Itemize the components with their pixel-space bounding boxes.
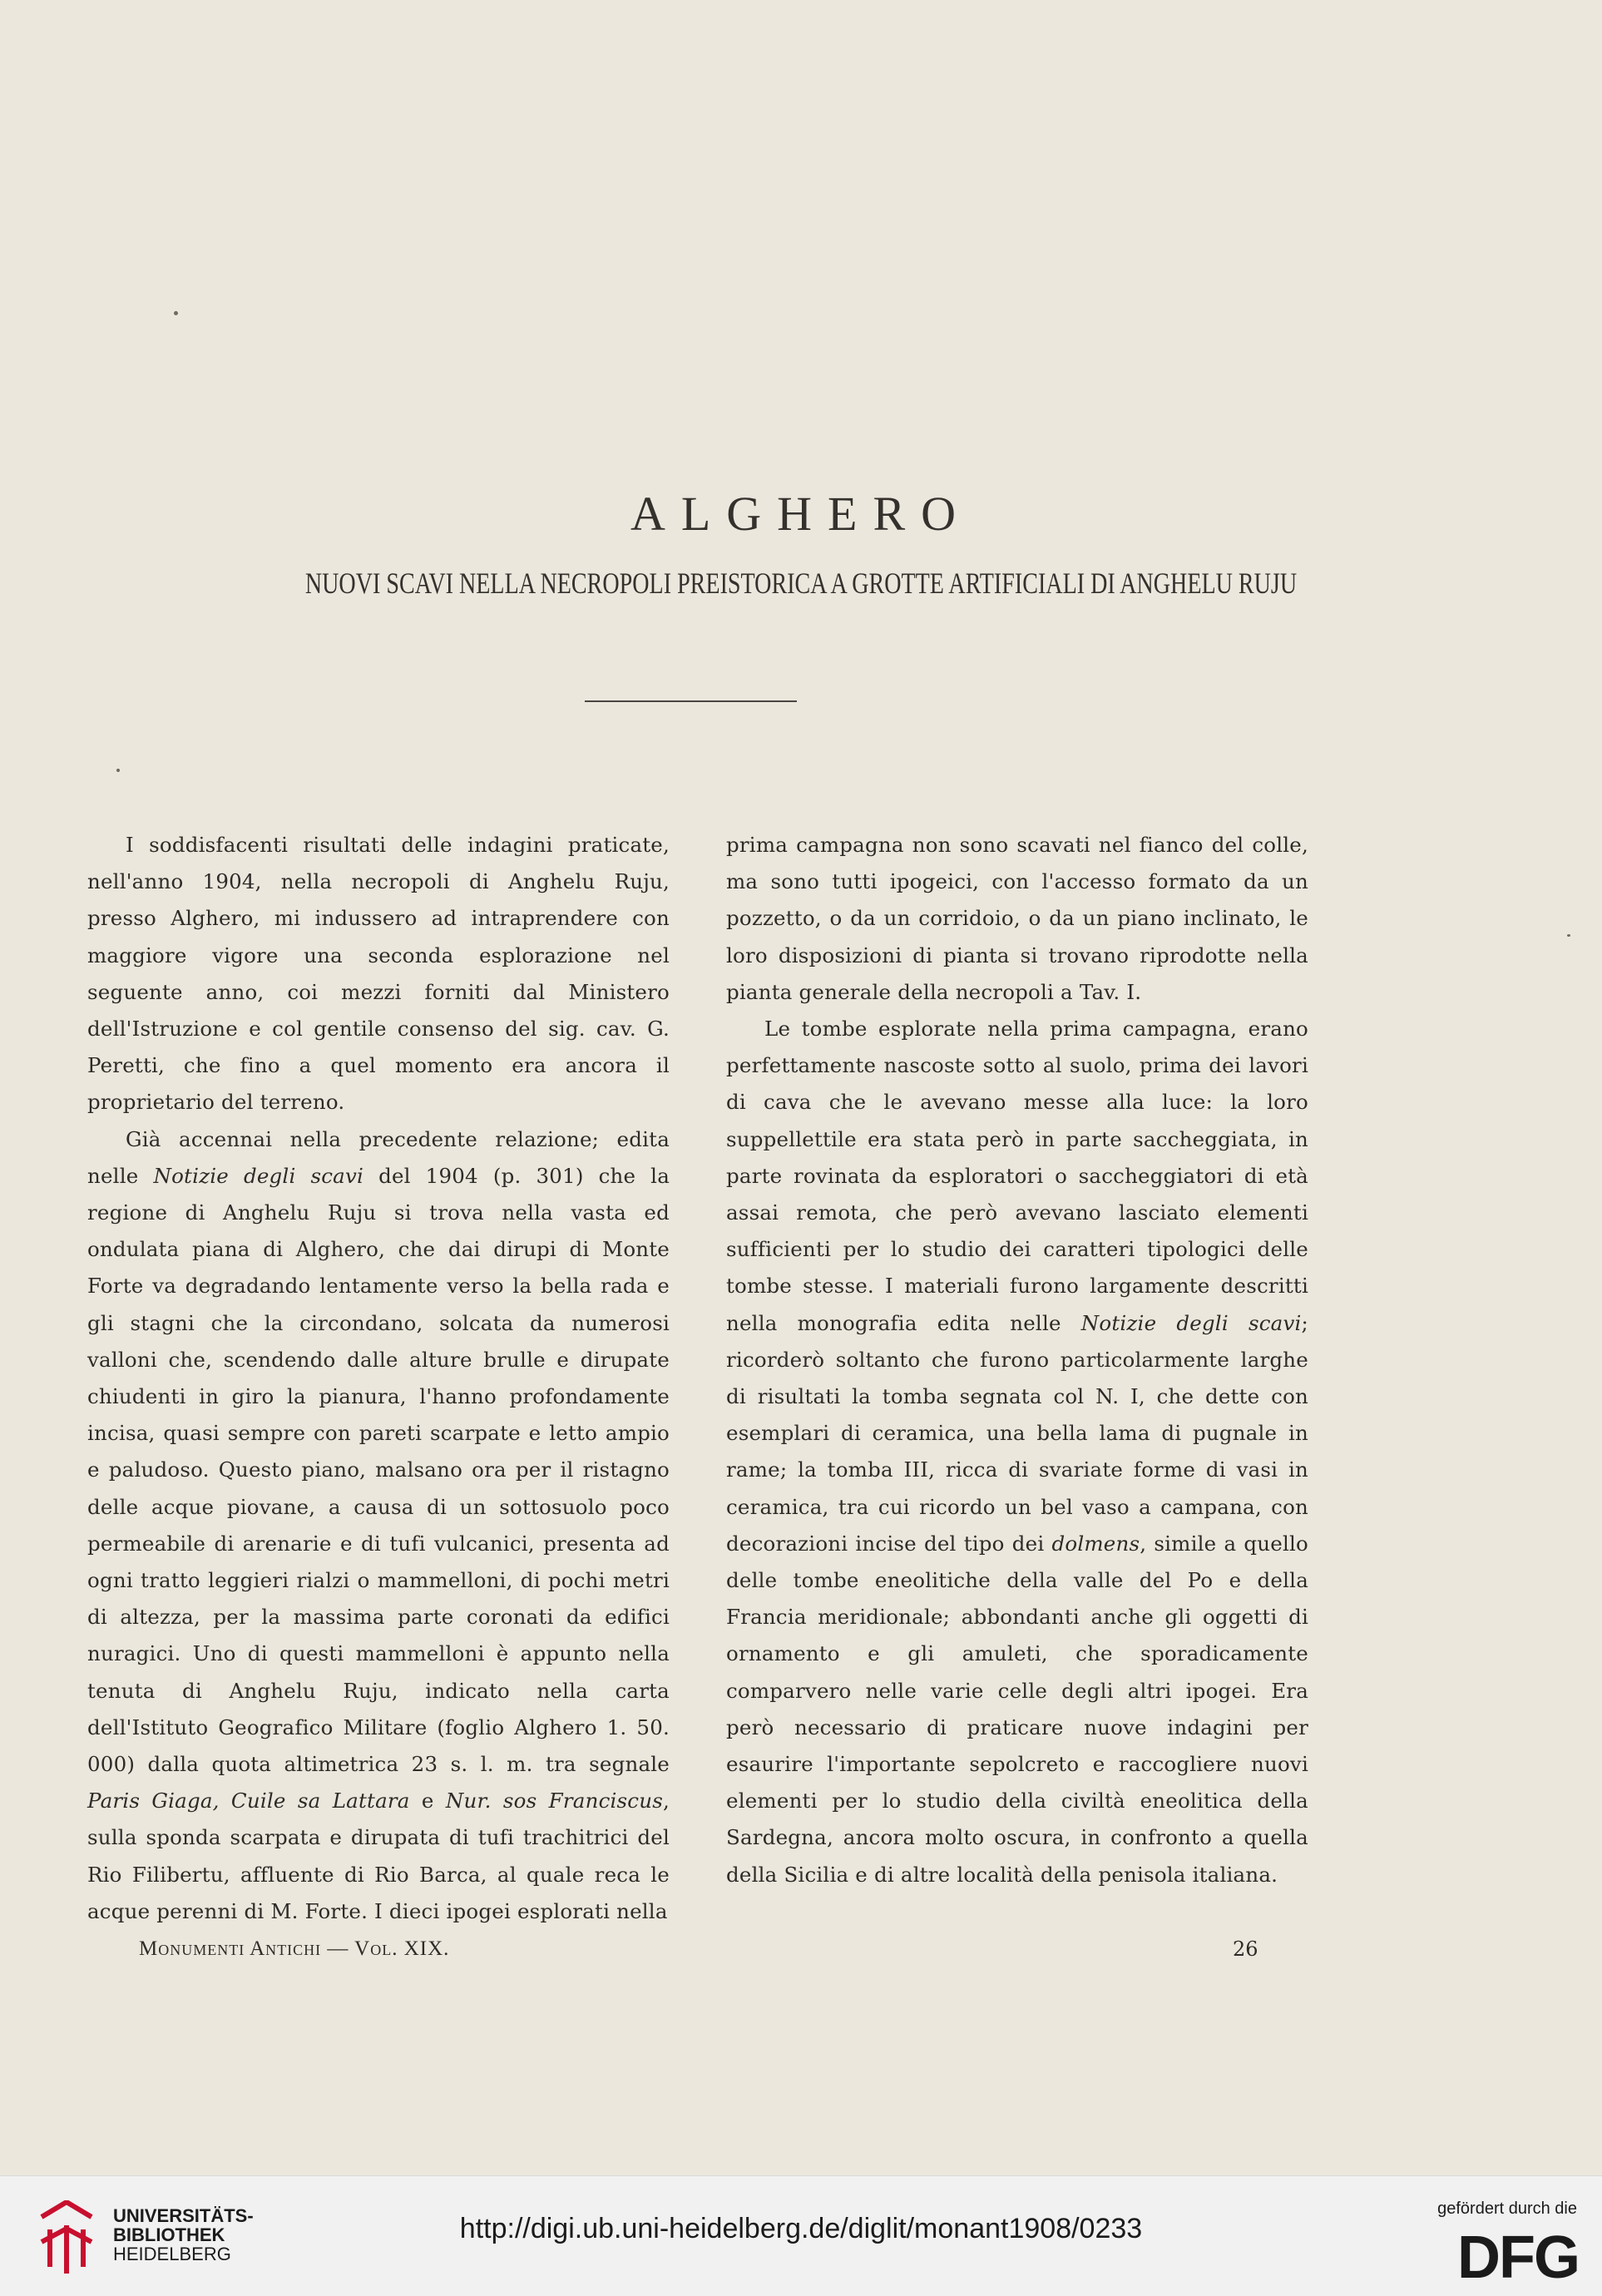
paragraph: prima campagna non sono scavati nel fianco del colle, ma sono tutti ipogeici, con l'accesso formato da un pozzetto, o da un corridoio, o da un piano inclinato, le loro disposizioni di pianta si trovano riprodotte nella pianta generale della necropoli a Tav. I.	[726, 833, 1308, 1004]
paper-speck	[1567, 934, 1570, 937]
page-number: 26	[1233, 1937, 1258, 1961]
title-divider	[585, 700, 797, 702]
page-title: ALGHERO	[630, 486, 972, 541]
running-title: Monumenti Antichi — Vol. XIX.	[139, 1937, 450, 1960]
left-column	[87, 827, 670, 1930]
dfg-logo: DFG	[1457, 2224, 1579, 2291]
source-url-link[interactable]: http://digi.ub.uni-heidelberg.de/diglit/monant1908/0233	[459, 2213, 1143, 2244]
paper-speck	[174, 311, 178, 315]
paragraph: Già accennai nella precedente relazione; edita nelle Notizie degli scavi del 1904 (p. 301) che la regione di Anghelu Ruju si trova nella vasta ed ondulata piana di Alghero, che dai dirupi di Monte Forte va degradando lentamente verso la bella rada e gli stagni che la circondano, solcata da numerosi valloni che, scendendo dalle alture brulle e dirupate chiudenti in giro la pianura, l'hanno profondamente incisa, quasi sempre con pareti scarpate e letto ampio e paludoso. Questo piano, malsano ora per il ristagno delle acque piovane, a causa di un sottosuolo poco permeabile di arenarie e di tufi vulcanici, presenta ad ogni tratto leggieri rialzi o mammelloni, di pochi metri di altezza, per la massima parte coronati da edifici nuragici. Uno di questi mammelloni è appunto nella tenuta di Anghelu Ruju, indicato nella carta dell'Istituto Geografico Militare (foglio Alghero 1. 50. 000) dalla quota altimetrica 23 s. l. m. tra segnale Paris Giaga, Cuile sa Lattara e Nur. sos Franciscus, sulla sponda scarpata e dirupata di tufi trachitrici del Rio Filibertu, affluente di Rio Barca, al quale reca le acque perenni di M. Forte. I dieci ipogei esplorati nella	[87, 1126, 670, 1923]
paragraph: Le tombe esplorate nella prima campagna, erano perfettamente nascoste sotto al suolo, prima dei lavori di cava che le avevano messe alla luce: la loro suppellettile era stata però in parte saccheggiata, in parte rovinata da esploratori o saccheggiatori di età assai remota, che però avevano lasciato elementi sufficienti per lo studio dei caratteri tipologici delle tombe stesse. I materiali furono largamente descritti nella monografia edita nelle Notizie degli scavi; ricorderò soltanto che furono particolarmente larghe di risultati la tomba segnata col N. I, che dette con esemplari di ceramica, una bella lama di pugnale in rame; la tomba III, ricca di svariate forme di vasi in ceramica, tra cui ricordo un bel vaso a campana, con decorazioni incise del tipo dei dolmens, simile a quello delle tombe eneolitiche della valle del Po e della Francia meridionale; abbondanti anche gli oggetti di ornamento e gli amuleti, che sporadicamente comparvero nelle varie celle degli altri ipogei. Era però necessario di praticare nuove indagini per esaurire l'importante sepolcreto e raccogliere nuovi elementi per lo studio della civiltà eneolitica della Sardegna, ancora molto oscura, in confronto a quella della Sicilia e di altre località della penisola italiana.	[726, 1017, 1308, 1887]
page-subtitle: NUOVI SCAVI NELLA NECROPOLI PREISTORICA A GROTTE ARTIFICIALI DI ANGHELU RUJU	[304, 567, 1298, 600]
paper-speck	[116, 769, 120, 772]
right-column	[726, 827, 1308, 1893]
paragraph: I soddisfacenti risultati delle indagini praticate, nell'anno 1904, nella necropoli di Anghelu Ruju, presso Alghero, mi indussero ad intraprendere con maggiore vigore una seconda esplorazione nel seguente anno, coi mezzi forniti dal Ministero dell'Istruzione e col gentile consenso del sig. cav. G. Peretti, che fino a quel momento era ancora il proprietario del terreno.	[87, 833, 670, 1115]
funding-note: gefördert durch die	[1437, 2200, 1577, 2218]
library-name: UNIVERSITÄTS- BIBLIOTHEK HEIDELBERG	[113, 2205, 254, 2264]
